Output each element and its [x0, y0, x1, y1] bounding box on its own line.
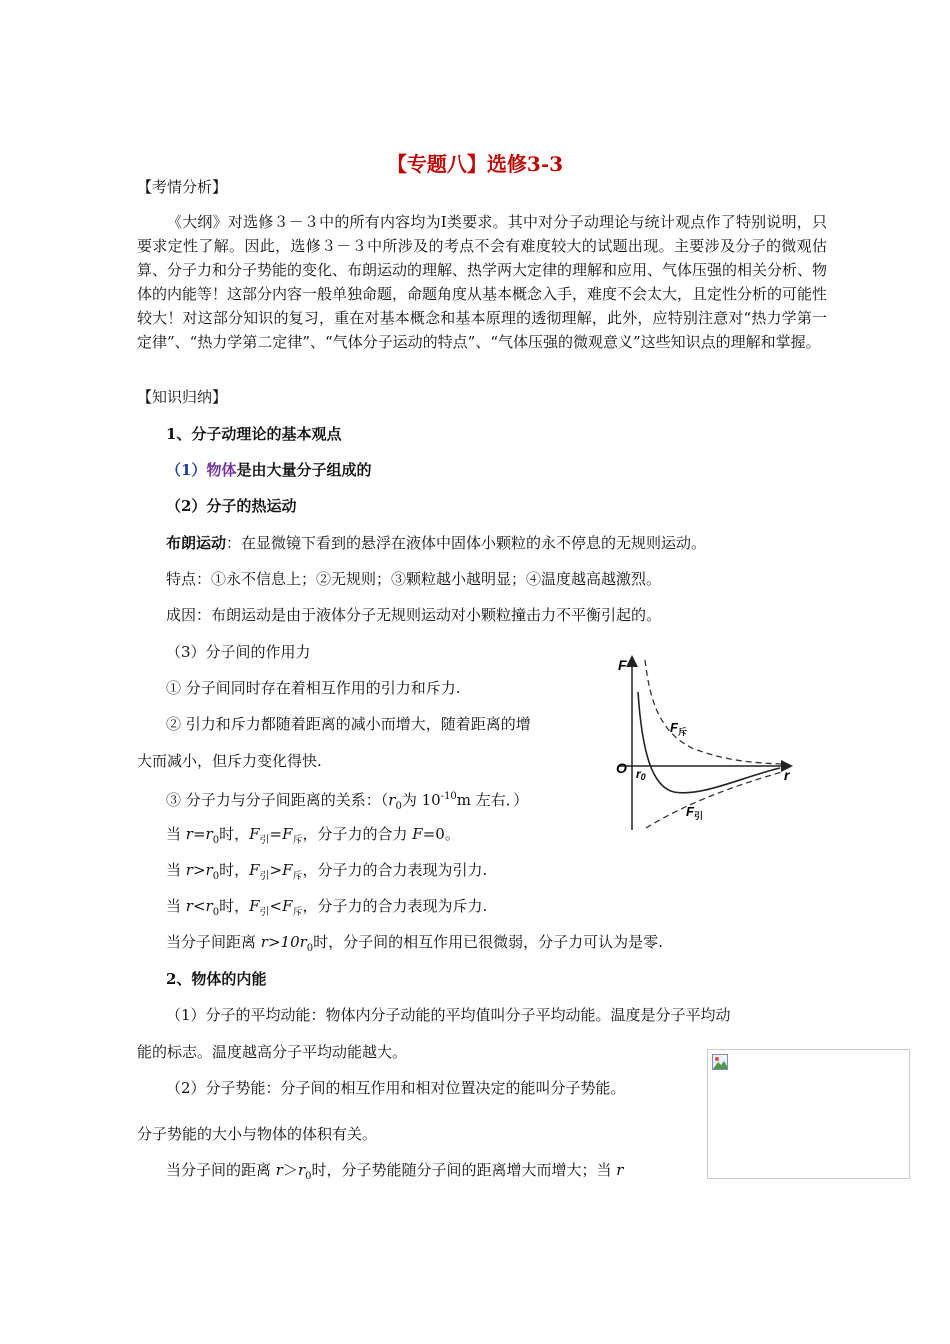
case-far: 当分子间距离 $r>10r_0$时，分子间的相互作用已很微弱，分子力可认为是零.: [166, 933, 663, 954]
energy-point-1a: （1）分子的平均动能：物体内分子动能的平均值叫分子平均动能。温度是分子平均动: [166, 1006, 731, 1024]
x-axis-label: r: [784, 767, 790, 783]
repulsive-force-curve: [645, 660, 782, 764]
y-axis-label: F: [618, 657, 627, 673]
subheading-1-text: 是由大量分子组成的: [236, 461, 372, 479]
origin-label: O: [616, 760, 627, 776]
brown-cause: 成因：布朗运动是由于液体分子无规则运动对小颗粒撞击力不平衡引起的。: [166, 606, 662, 624]
force-point-3-unit: m 左右．）: [456, 791, 529, 809]
attractive-force-curve: [646, 772, 782, 828]
net-force-curve: [638, 692, 780, 793]
heading-2: 2、物体的内能: [166, 970, 267, 988]
subheading-2: （2）分子的热运动: [166, 497, 297, 515]
repulsive-force-label: $F_斥$: [670, 720, 687, 737]
page-title: 【专题八】选修3-3: [386, 152, 564, 176]
brown-features: 特点：①永不信息上；②无规则；③颗粒越小越明显；④温度越高越激烈。: [166, 570, 662, 588]
case-less: 当 $r<r_0$时，$F_引<F_斥$，分子力的合力表现为斥力.: [166, 897, 488, 918]
energy-point-2b: 分子势能的大小与物体的体积有关。: [137, 1125, 378, 1143]
subheading-1: [166, 459, 371, 481]
brown-label: 布朗运动: [166, 534, 227, 552]
r0-label: r0: [636, 767, 646, 782]
energy-point-2a: （2）分子势能：分子间的相互作用和相对位置决定的能叫分子势能。: [166, 1079, 626, 1097]
molecular-force-graph: [612, 652, 797, 832]
brown-text: ：在显微镜下看到的悬浮在液体中固体小颗粒的永不停息的无规则运动。: [226, 534, 707, 552]
subheading-1-highlight: 物体: [206, 461, 237, 479]
force-point-3: [166, 786, 528, 818]
r0-subscript: 0: [395, 801, 402, 812]
analysis-paragraph: 《大纲》对选修３－３中的所有内容均为Ⅰ类要求。其中对分子动理论与统计观点作了特别说明，只要求定性了解。因此，选修３－３中所涉及的考点不会有难度较大的试题出现。主要涉及分子的微观估算、分子力和分子势能的变化、布朗运动的理解、热学两大定律的理解和应用、气体压强的相关分析、物体的内能等！这部分内容一般单独命题，命题角度从基本概念入手，难度不会太大，且定性分析的可能性较大！对这部分知识的复习，重在对基本概念和基本原理的透彻理解，此外，应特别注意对“热力学第一定律”、“热力学第二定律”、“气体分子运动的特点”、“气体压强的微观意义”这些知识点的理解和掌握。: [137, 213, 828, 351]
section-kaoqing: 【考情分析】: [137, 178, 228, 196]
force-point-2b: 大而减小，但斥力变化得快.: [137, 752, 322, 770]
case-equal: 当 $r=r_0$时，$F_引=F_斥$，分子力的合力 F=0。: [166, 825, 460, 846]
force-point-1: ① 分子间同时存在着相互作用的引力和斥力.: [166, 679, 461, 697]
subheading-1-num: （1）: [166, 461, 207, 479]
exponent: -10: [440, 791, 457, 802]
heading-1: 1、分子动理论的基本观点: [166, 425, 342, 443]
subheading-3: （3）分子间的作用力: [166, 643, 311, 661]
force-point-2a: ② 引力和斥力都随着距离的减小而增大，随着距离的增: [166, 715, 531, 733]
energy-point-1b: 能的标志。温度越高分子平均动能越大。: [137, 1043, 408, 1061]
case-greater: 当 $r>r_0$时，$F_引>F_斥$，分子力的合力表现为引力.: [166, 861, 488, 882]
r0-symbol: r: [388, 791, 396, 809]
attractive-force-label: $F_引$: [686, 804, 703, 821]
image-placeholder: [707, 1049, 910, 1179]
section-zhishi: 【知识归纳】: [137, 388, 228, 406]
force-point-3-value: 为 10: [401, 791, 441, 809]
broken-image-icon: [712, 1054, 728, 1070]
brown-definition: [166, 532, 706, 554]
force-point-3-text: ③ 分子力与分子间距离的关系：（: [166, 791, 389, 809]
energy-point-3: 当分子间的距离 $r>r_0$时，分子势能随分子间的距离增大而增大；当 r: [166, 1161, 624, 1182]
